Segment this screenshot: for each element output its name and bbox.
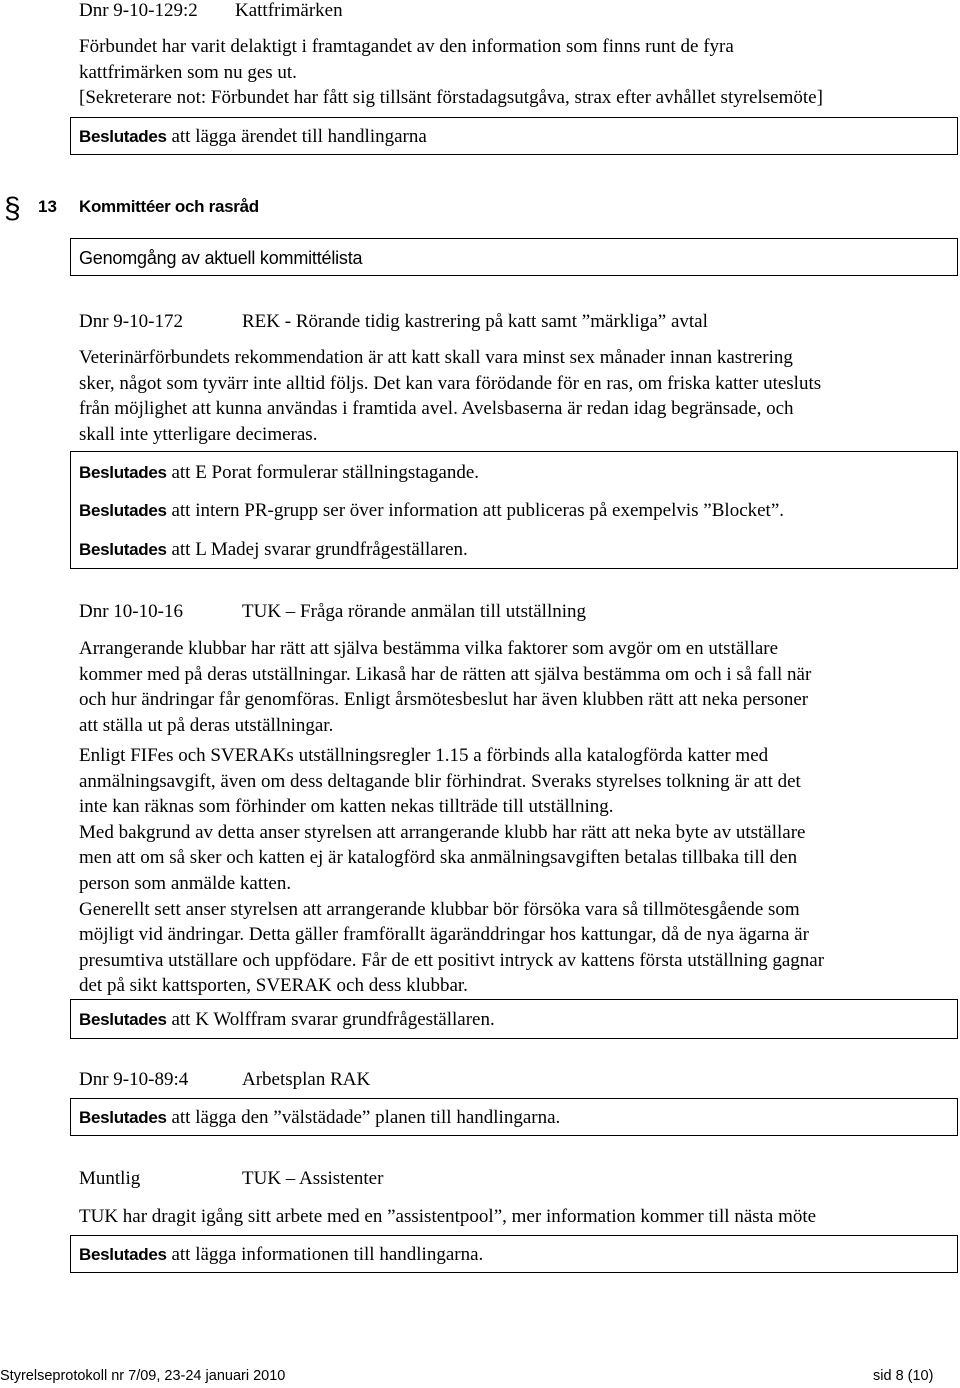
body-line: sker, något som tyvärr inte alltid följs. Det kan vara förödande för en ras, om friska katter utesluts xyxy=(79,372,822,394)
decision-text: att lägga ärendet till handlingarna xyxy=(166,126,427,147)
decision-box xyxy=(70,1235,958,1273)
body-line: anmälningsavgift, även om dess deltagande blir förhindrat. Sveraks styrelses tolkning är att det xyxy=(79,770,801,792)
body-line: och hur ändringar får genomföras. Enligt årsmötesbeslut har även klubben rätt att neka personer xyxy=(79,689,809,711)
body-line: Enligt FIFes och SVERAKs utställningsregler 1.15 a förbinds alla katalogförda katter med xyxy=(79,745,769,766)
body-line: Med bakgrund av detta anser styrelsen att arrangerande klubb har rätt att neka byte av utställare xyxy=(79,821,806,843)
body-line: person som anmälde katten. xyxy=(79,872,292,894)
item-dnr: Dnr 9-10-129:2 xyxy=(79,0,198,21)
decision-text: att intern PR-grupp ser över information att publiceras på exempelvis ”Blocket”. xyxy=(166,500,785,521)
decision-box xyxy=(70,999,958,1039)
body-line: kommer med på deras utställningar. Likaså har de rätten att själva bestämma om och i så fall när xyxy=(79,663,812,685)
decision-text: att K Wolffram svarar grundfrågeställaren. xyxy=(166,1009,495,1030)
section-title: Kommittéer och rasråd xyxy=(79,197,259,216)
item-body xyxy=(79,345,951,447)
decision-label: Beslutades xyxy=(79,127,167,146)
decision-box xyxy=(70,451,958,569)
item-dnr: Dnr 9-10-89:4 xyxy=(79,1069,189,1090)
decision-box xyxy=(70,1098,958,1136)
item-title: Kattfrimärken xyxy=(235,0,343,21)
footer-left: Styrelseprotokoll nr 7/09, 23-24 januari 2010 xyxy=(0,1368,286,1384)
item-title: REK - Rörande tidig kastrering på katt samt ”märkliga” avtal xyxy=(242,311,708,332)
section-box xyxy=(70,238,958,276)
body-line: kattfrimärken som nu ges ut. xyxy=(79,61,297,83)
decision-box xyxy=(70,117,958,155)
decision-label: Beslutades xyxy=(79,501,167,520)
section-box-text: Genomgång av aktuell kommittélista xyxy=(79,248,363,268)
footer-page-number: sid 8 (10) xyxy=(873,1368,934,1384)
item-dnr: Dnr 10-10-16 xyxy=(79,601,183,622)
body-line: Förbundet har varit delaktigt i framtagandet av den information som finns runt de fyra xyxy=(79,36,734,57)
body-line: Generellt sett anser styrelsen att arrangerande klubbar bör försöka vara så tillmötesgående som xyxy=(79,898,800,920)
section-number: 13 xyxy=(38,197,57,216)
decision-text: att L Madej svarar grundfrågeställaren. xyxy=(166,539,468,560)
body-line: möjligt vid ändringar. Detta gäller framförallt ägaränddringar hos kattungar, då de nya ägarna är xyxy=(79,924,809,946)
body-line: att ställa ut på deras utställningar. xyxy=(79,714,334,736)
item-title: TUK – Fråga rörande anmälan till utställning xyxy=(242,601,587,622)
body-line: TUK har dragit igång sitt arbete med en ”assistentpool”, mer information kommer till nästa möte xyxy=(79,1206,817,1227)
item-title: TUK – Assistenter xyxy=(242,1168,384,1189)
decision-label: Beslutades xyxy=(79,1108,167,1127)
decision-text: att E Porat formulerar ställningstagande. xyxy=(166,462,480,483)
item-dnr: Muntlig xyxy=(79,1168,141,1189)
decision-text: att lägga den ”välstädade” planen till handlingarna. xyxy=(166,1107,561,1128)
body-line: presumtiva utställare och uppfödare. Får de ett positivt intryck av kattens första utställning gagnar xyxy=(79,949,825,971)
item-dnr: Dnr 9-10-172 xyxy=(79,311,183,332)
decision-label: Beslutades xyxy=(79,540,167,559)
body-line: skall inte ytterligare decimeras. xyxy=(79,423,318,445)
body-line: från möjlighet att kunna användas i framtida avel. Avelsbaserna är redan idag begränsade, och xyxy=(79,398,794,420)
item-body xyxy=(79,636,951,738)
section-symbol: § xyxy=(4,192,21,225)
body-line: Veterinärförbundets rekommendation är att katt skall vara minst sex månader innan kastrering xyxy=(79,347,793,368)
decision-label: Beslutades xyxy=(79,1245,167,1264)
decision-label: Beslutades xyxy=(79,1010,167,1029)
body-line: [Sekreterare not: Förbundet har fått sig tillsänt förstadagsutgåva, strax efter avhållet styrelsemöte] xyxy=(79,87,823,109)
decision-text: att lägga informationen till handlingarna. xyxy=(166,1244,484,1265)
body-line: det på sikt kattsporten, SVERAK och dess klubbar. xyxy=(79,975,468,997)
item-body xyxy=(79,34,951,111)
body-line: men att om så sker och katten ej är katalogförd ska anmälningsavgiften betalas tillbaka till den xyxy=(79,847,798,869)
body-line: inte kan räknas som förhinder om katten nekas tillträde till utställning. xyxy=(79,796,614,818)
body-line: Arrangerande klubbar har rätt att själva bestämma vilka faktorer som avgör om en utställare xyxy=(79,638,779,659)
item-body xyxy=(79,743,951,999)
item-title: Arbetsplan RAK xyxy=(242,1069,371,1090)
decision-label: Beslutades xyxy=(79,463,167,482)
